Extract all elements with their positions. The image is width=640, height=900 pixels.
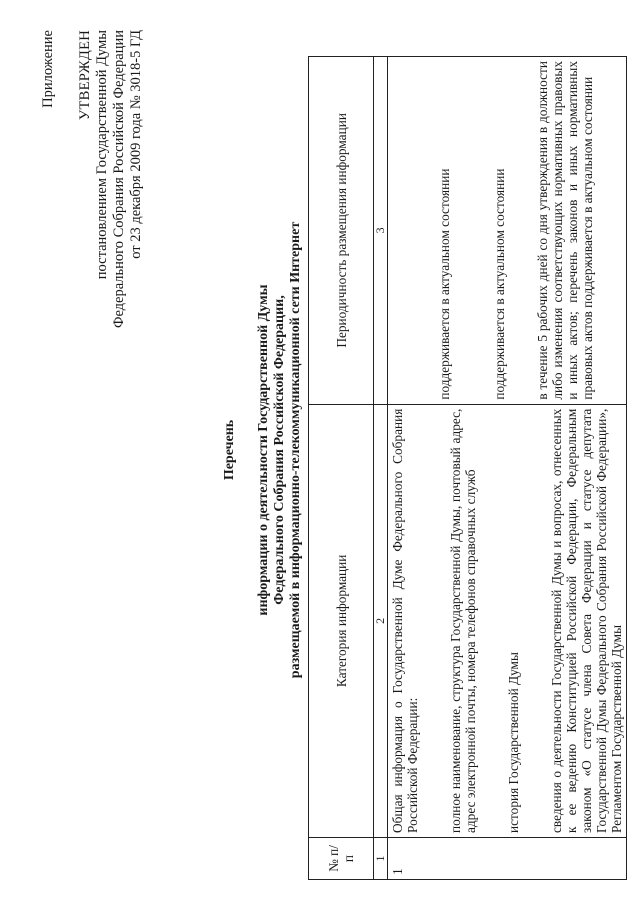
periodicity-item: поддерживается в актуальном состоянии — [437, 168, 452, 400]
approval-line-3: от 23 декабря 2009 года № 3018-5 ГД — [128, 30, 144, 259]
column-number: 2 — [374, 404, 388, 837]
approval-block — [40, 30, 145, 328]
approved-stamp-text: УТВЕРЖДЕН — [77, 30, 93, 121]
column-number-row — [374, 57, 388, 880]
title-line-1: информации о деятельности Государственной Думы — [256, 284, 271, 616]
category-item: история Государственной Думы — [506, 652, 521, 833]
table-row — [388, 57, 627, 880]
appendix-label: Приложение — [40, 30, 56, 108]
title-line-3: размещаемой в информационно-телекоммуникационной сети Интернет — [288, 221, 303, 679]
category-item: полное наименование, структура Государственной Думы, почтовый адрес, адрес электронной почты, номера телефонов справочных служб — [448, 408, 478, 833]
category-cell — [388, 404, 627, 837]
row-number: 1 — [388, 837, 627, 879]
category-main: Общая информация о Государственной Думе Федерального Собрания Российской Федерации: — [390, 408, 420, 833]
column-number: 3 — [374, 57, 388, 405]
periodicity-item: поддерживается в актуальном состоянии — [492, 168, 507, 400]
periodicity-cell — [388, 57, 627, 405]
document-title — [222, 10, 304, 890]
header-category: Категория информации — [309, 404, 374, 837]
rotated-document-page — [0, 10, 640, 890]
title-line-2: Федерального Собрания Российской Федерации, — [272, 295, 287, 605]
periodicity-item: в течение 5 рабочих дней со дня утверждения в должности либо изменения соответствующих нормативных правовых и иных актов; перечень законов и иных нормативных правовых актов поддерживается в актуальном состоянии — [535, 61, 595, 400]
header-number: № п/п — [309, 837, 374, 879]
approval-line-1: постановлением Государственной Думы — [94, 30, 110, 280]
table-header-row — [309, 57, 374, 880]
category-item: сведения о деятельности Государственной Думы и вопросах, отнесенных к ее ведению Конституцией Российской Федерации, Федеральным законом «О статусе члена Совета Федерации и статусе депутата Государственной Думы Федерального Собрания Российской Федерации», Регламентом Государственной Думы — [549, 408, 624, 833]
title-heading: Перечень — [222, 419, 237, 481]
column-number: 1 — [374, 837, 388, 879]
information-table — [308, 56, 627, 880]
header-periodicity: Периодичность размещения информации — [309, 57, 374, 405]
approval-line-2: Федерального Собрания Российской Федерации — [111, 30, 127, 329]
